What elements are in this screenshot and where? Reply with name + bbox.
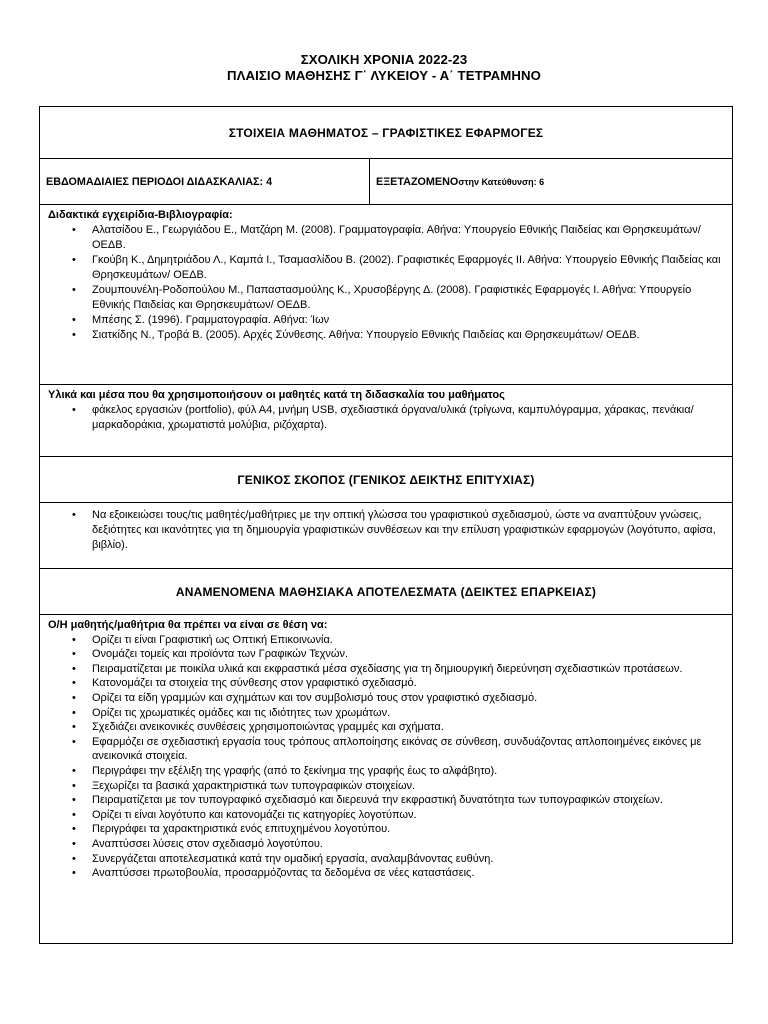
list-item-text: Αναπτύσσει πρωτοβουλία, προσαρμόζοντας τα δεδομένα σε νέες καταστάσεις.	[92, 867, 475, 880]
list-item-text: Να εξοικειώσει τους/τις μαθητές/μαθήτριες με την οπτική γλώσσα του γραφιστικού σχεδιασμού, ώστε να αναπτύξουν γνώσεις, δεξιότητες και ικανότητες για τη δημιουργία γραφιστικών συνθέσεων και την επίλυση γραφιστικών εφαρμογών (λογότυπο, αφίσα, βιβλίο).	[92, 509, 716, 551]
list-item	[48, 866, 724, 881]
goal-title: ΓΕΝΙΚΟΣ ΣΚΟΠΟΣ (ΓΕΝΙΚΟΣ ΔΕΙΚΤΗΣ ΕΠΙΤΥΧΙΑΣ)	[237, 472, 535, 487]
bullet-icon: •	[72, 764, 76, 777]
outcomes-heading: Ο/Η μαθητής/μαθήτρια θα πρέπει να είναι σε θέση να:	[48, 619, 328, 631]
list-item-text: Ονομάζει τομείς και προϊόντα των Γραφικών Τεχνών.	[92, 648, 349, 661]
course-title-row	[40, 107, 732, 159]
list-item	[48, 764, 724, 779]
list-item	[48, 647, 724, 662]
weekly-periods-cell	[40, 159, 370, 204]
materials-content	[40, 385, 732, 433]
list-item-text: Συνεργάζεται αποτελεσματικά κατά την ομαδική εργασία, αναλαμβάνοντας ευθύνη.	[92, 852, 494, 865]
exam-periods-prefix: ΕΞΕΤΑΖΟΜΕΝΟ	[376, 175, 459, 188]
bullet-icon: •	[72, 314, 76, 326]
bullet-icon: •	[72, 779, 76, 792]
list-item	[48, 822, 724, 837]
outcomes-title: ΑΝΑΜΕΝΟΜΕΝΑ ΜΑΘΗΣΙΑΚΑ ΑΠΟΤΕΛΕΣΜΑΤΑ (ΔΕΙΚΤΕΣ ΕΠΑΡΚΕΙΑΣ)	[175, 584, 597, 599]
weekly-periods: ΕΒΔΟΜΑΔΙΑΙΕΣ ΠΕΡΙΟΔΟΙ ΔΙΔΑΣΚΑΛΙΑΣ: 4	[46, 175, 273, 188]
bullet-icon: •	[72, 823, 76, 836]
outcomes-title-row	[40, 569, 732, 615]
list-item	[48, 808, 724, 823]
list-item-text: Περιγράφει την εξέλιξη της γραφής (από το ξεκίνημα της γραφής έως το αλφάβητο).	[92, 764, 498, 777]
list-item	[48, 793, 724, 808]
list-item	[48, 735, 724, 764]
bullet-icon: •	[72, 867, 76, 880]
list-item-text: Πειραματίζεται με τον τυπογραφικό σχεδιασμό και διερευνά την εκφραστική δυνατότητα των τυπογραφικών στοιχείων.	[92, 794, 663, 807]
list-item-text: Κατονομάζει τα στοιχεία της σύνθεσης στον γραφιστικό σχεδιασμό.	[92, 677, 417, 690]
list-item	[48, 720, 724, 735]
school-year-title: ΣΧΟΛΙΚΗ ΧΡΟΝΙΑ 2022-23	[300, 52, 468, 67]
learning-framework-title: ΠΛΑΙΣΙΟ ΜΑΘΗΣΗΣ Γ΄ ΛΥΚΕΙΟΥ - Α΄ ΤΕΤΡΑΜΗΝΟ	[227, 68, 541, 83]
list-item	[48, 837, 724, 852]
list-item-text: Ορίζει τα είδη γραμμών και σχημάτων και τον συμβολισμό τους στον γραφιστικό σχεδιασμό.	[92, 691, 538, 704]
goal-content	[40, 503, 732, 553]
goal-list	[48, 508, 724, 553]
bullet-icon: •	[72, 852, 76, 865]
books-list	[48, 223, 724, 343]
materials-row	[40, 385, 732, 457]
outcomes-row	[40, 615, 732, 943]
list-item	[48, 283, 724, 313]
course-title: ΣΤΟΙΧΕΙΑ ΜΑΘΗΜΑΤΟΣ – ΓΡΑΦΙΣΤΙΚΕΣ ΕΦΑΡΜΟΓΕΣ	[228, 125, 544, 140]
document-header	[0, 52, 768, 84]
books-row	[40, 205, 732, 385]
bullet-icon: •	[72, 509, 76, 521]
list-item-text: Σχεδιάζει ανεικονικές συνθέσεις χρησιμοποιώντας γραμμές και σχήματα.	[92, 721, 444, 734]
list-item-text: Εφαρμόζει σε σχεδιαστική εργασία τους τρόπους απλοποίησης εικόνας σε σύνθεση, συνδυάζοντας απλοποιημένες εικόνες με ανεικονικά στοιχεία.	[92, 735, 702, 763]
list-item	[48, 706, 724, 721]
bullet-icon: •	[72, 329, 76, 341]
bullet-icon: •	[72, 284, 76, 296]
list-item-text: Πειραματίζεται με ποικίλα υλικά και εκφραστικά μέσα σχεδίασης για τη δημιουργική διερεύνηση σχεδιαστικών προτάσεων.	[92, 662, 683, 675]
outcomes-content	[40, 615, 732, 881]
materials-heading: Υλικά και μέσα που θα χρησιμοποιήσουν οι μαθητές κατά τη διδασκαλία του μαθήματος	[48, 389, 505, 401]
bullet-icon: •	[72, 837, 76, 850]
list-item	[48, 676, 724, 691]
list-item	[48, 508, 724, 553]
bullet-icon: •	[72, 662, 76, 675]
list-item-text: Αναπτύσσει λύσεις στον σχεδιασμό λογοτύπου.	[92, 837, 323, 850]
bullet-icon: •	[72, 648, 76, 661]
exam-periods-cell	[370, 159, 732, 204]
materials-list	[48, 403, 724, 433]
bullet-icon: •	[72, 633, 76, 646]
bullet-icon: •	[72, 721, 76, 734]
bullet-icon: •	[72, 254, 76, 266]
list-item	[48, 662, 724, 677]
list-item-text: φάκελος εργασιών (portfolio), φύλ Α4, μνήμη USB, σχεδιαστικά όργανα/υλικά (τρίγωνα, καμπυλόγραμμα, χάρακας, πενάκια/μαρκαδοράκια, χρωματιστά μολύβια, ριζόχαρτα).	[92, 404, 694, 431]
bullet-icon: •	[72, 404, 76, 416]
list-item-text: Ορίζει τις χρωματικές ομάδες και τις ιδιότητες των χρωμάτων.	[92, 706, 391, 719]
periods-row	[40, 159, 732, 205]
bullet-icon: •	[72, 677, 76, 690]
list-item-text: Ορίζει τι είναι Γραφιστική ως Οπτική Επικοινωνία.	[92, 633, 333, 646]
goal-title-row	[40, 457, 732, 503]
bullet-icon: •	[72, 794, 76, 807]
bullet-icon: •	[72, 706, 76, 719]
list-item-text: Περιγράφει τα χαρακτηριστικά ενός επιτυχημένου λογοτύπου.	[92, 823, 391, 836]
bullet-icon: •	[72, 224, 76, 236]
list-item	[48, 852, 724, 867]
list-item	[48, 223, 724, 253]
list-item-text: Μπέσης Σ. (1996). Γραμματογραφία. Αθήνα: Ίων	[92, 314, 330, 326]
list-item	[48, 403, 724, 433]
bullet-icon: •	[72, 808, 76, 821]
books-heading: Διδακτικά εγχειρίδια-Βιβλιογραφία:	[48, 209, 233, 221]
list-item	[48, 253, 724, 283]
list-item	[48, 313, 724, 328]
bullet-icon: •	[72, 735, 76, 748]
list-item-text: Ορίζει τι είναι λογότυπο και κατονομάζει τις κατηγορίες λογοτύπων.	[92, 808, 417, 821]
syllabus-table	[39, 106, 733, 944]
bullet-icon: •	[72, 691, 76, 704]
books-content	[40, 205, 732, 343]
list-item-text: Γκούβη Κ., Δημητριάδου Λ., Καμπά Ι., Τσαμασλίδου Β. (2002). Γραφιστικές Εφαρμογές ΙΙ. Αθήνα: Υπουργείο Εθνικής Παιδείας και Θρησκευμάτων/ ΟΕΔΒ.	[92, 254, 721, 281]
goal-row	[40, 503, 732, 569]
list-item	[48, 691, 724, 706]
outcomes-list	[48, 633, 724, 881]
list-item-text: Ξεχωρίζει τα βασικά χαρακτηριστικά των τυπογραφικών στοιχείων.	[92, 779, 416, 792]
list-item	[48, 779, 724, 794]
list-item	[48, 328, 724, 343]
list-item-text: Αλατσίδου Ε., Γεωργιάδου Ε., Ματζάρη Μ. (2008). Γραμματογραφία. Αθήνα: Υπουργείο Εθνικής Παιδείας και Θρησκευμάτων/ ΟΕΔΒ.	[92, 224, 701, 251]
list-item-text: Ζουμπουνέλη-Ροδοπούλου Μ., Παπαστασμούλης Κ., Χρυσοβέργης Δ. (2008). Γραφιστικές Εφαρμογές Ι. Αθήνα: Υπουργείο Εθνικής Παιδείας και Θρησκευμάτων/ ΟΕΔΒ.	[92, 284, 692, 311]
list-item	[48, 633, 724, 648]
exam-periods-suffix: στην Κατεύθυνση: 6	[458, 176, 545, 187]
list-item-text: Σιατκίδης Ν., Τροβά Β. (2005). Αρχές Σύνθεσης. Αθήνα: Υπουργείο Εθνικής Παιδείας και Θρησκευμάτων/ ΟΕΔΒ.	[92, 329, 640, 341]
